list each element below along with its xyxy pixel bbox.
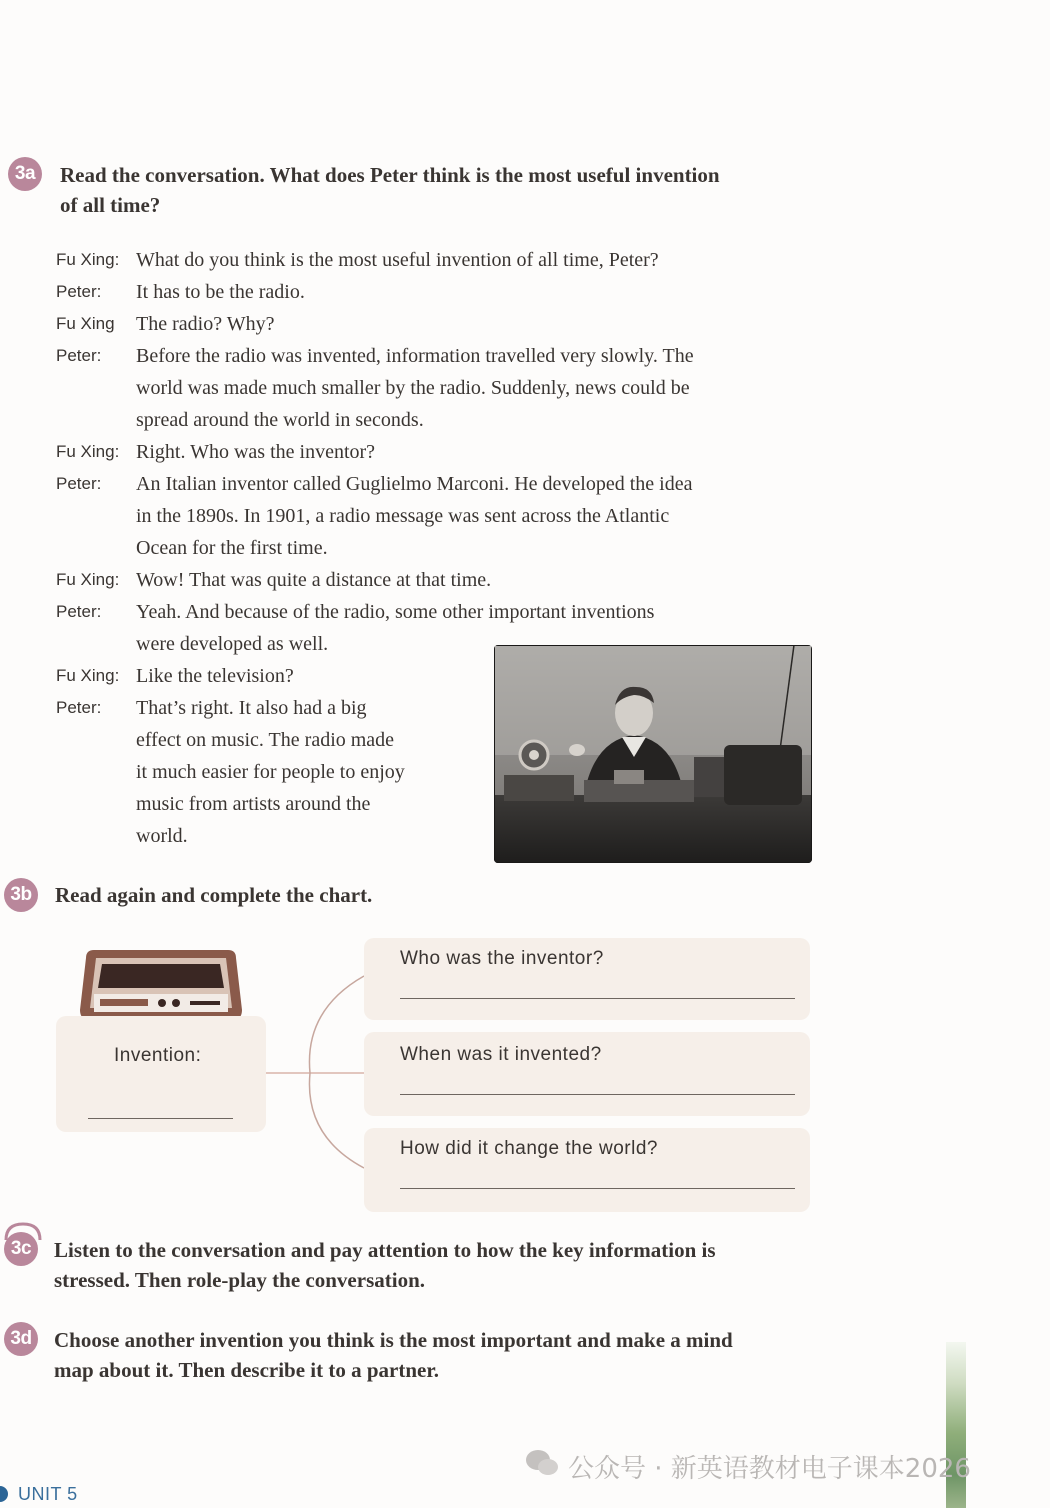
task-3d-badge: 3d	[4, 1322, 38, 1356]
speech-text: The radio? Why?	[136, 313, 275, 335]
watermark	[524, 1448, 971, 1485]
speech-text: Like the television?	[136, 665, 294, 687]
answer-line[interactable]	[400, 998, 795, 999]
speech-line: world.	[136, 825, 188, 847]
task-3c-badge: 3c	[4, 1232, 38, 1266]
speaker-name: Fu Xing:	[56, 250, 120, 269]
question-text: When was it invented?	[400, 1044, 602, 1065]
answer-line[interactable]	[400, 1188, 795, 1189]
speech-line: An Italian inventor called Guglielmo Marconi. He developed the idea	[136, 473, 693, 495]
speech-line: That’s right. It also had a big	[136, 697, 367, 719]
speech-text	[136, 340, 826, 436]
speech-line: music from artists around the	[136, 793, 371, 815]
dialogue-line	[56, 436, 826, 468]
speaker-name: Fu Xing	[56, 314, 115, 333]
task-3d-instruction	[54, 1325, 844, 1385]
chart-connectors	[264, 970, 374, 1170]
speech-line: in the 1890s. In 1901, a radio message was sent across the Atlantic	[136, 505, 670, 527]
page-corner-dot	[0, 1486, 8, 1502]
speech-text: Right. Who was the inventor?	[136, 441, 376, 463]
wechat-icon	[524, 1448, 560, 1485]
task-3a-instruction	[60, 160, 830, 220]
dialogue-line	[56, 276, 826, 308]
speaker-name: Peter:	[56, 474, 102, 493]
question-text: How did it change the world?	[400, 1138, 658, 1159]
speech-line: effect on music. The radio made	[136, 729, 395, 751]
speech-text	[136, 468, 826, 564]
speech-line: Ocean for the first time.	[136, 537, 328, 559]
invention-answer-line[interactable]	[88, 1118, 233, 1119]
task-3b-badge: 3b	[4, 878, 38, 912]
speaker-name: Fu Xing:	[56, 442, 120, 461]
speech-line: Yeah. And because of the radio, some other important inventions	[136, 601, 655, 623]
invention-box	[56, 1016, 266, 1132]
speaker-name: Fu Xing:	[56, 570, 120, 589]
dialogue-line	[56, 244, 826, 276]
radio-icon	[76, 948, 246, 1024]
answer-line[interactable]	[400, 1094, 795, 1095]
unit-label: UNIT 5	[18, 1484, 78, 1504]
question-text: Who was the inventor?	[400, 948, 604, 969]
task-3c-line1: Listen to the conversation and pay attention to how the key information is	[54, 1238, 716, 1262]
speech-line: Before the radio was invented, information travelled very slowly. The	[136, 345, 694, 367]
marconi-photo	[494, 645, 812, 863]
speaker-name: Fu Xing:	[56, 666, 120, 685]
dialogue-line	[56, 468, 826, 564]
invention-label: Invention:	[114, 1045, 202, 1066]
speaker-name: Peter:	[56, 602, 102, 621]
dialogue-line	[56, 340, 826, 436]
dialogue-line	[56, 564, 826, 596]
speech-line: it much easier for people to enjoy	[136, 761, 405, 783]
speech-text: It has to be the radio.	[136, 281, 305, 303]
speech-line: were developed as well.	[136, 633, 329, 655]
task-3a-line1: Read the conversation. What does Peter think is the most useful invention	[60, 163, 720, 187]
speech-text	[136, 692, 476, 852]
task-3d-line1: Choose another invention you think is the most important and make a mind	[54, 1328, 733, 1352]
task-3b-instruction: Read again and complete the chart.	[55, 883, 373, 907]
speaker-name: Peter:	[56, 698, 102, 717]
task-3a-line2: of all time?	[60, 193, 161, 217]
watermark-text: 公众号 · 新英语教材电子课本2026	[568, 1454, 971, 1484]
speaker-name: Peter:	[56, 346, 102, 365]
task-3d-line2: map about it. Then describe it to a partner.	[54, 1358, 440, 1382]
speaker-name: Peter:	[56, 282, 102, 301]
speech-line: world was made much smaller by the radio. Suddenly, news could be	[136, 377, 690, 399]
dialogue-line	[56, 308, 826, 340]
task-3c-line2: stressed. Then role-play the conversation.	[54, 1268, 425, 1292]
task-3c-instruction	[54, 1235, 844, 1295]
task-3a-badge: 3a	[8, 157, 42, 191]
speech-line: spread around the world in seconds.	[136, 409, 424, 431]
speech-text: Wow! That was quite a distance at that time.	[136, 569, 492, 591]
speech-text: What do you think is the most useful invention of all time, Peter?	[136, 249, 659, 271]
